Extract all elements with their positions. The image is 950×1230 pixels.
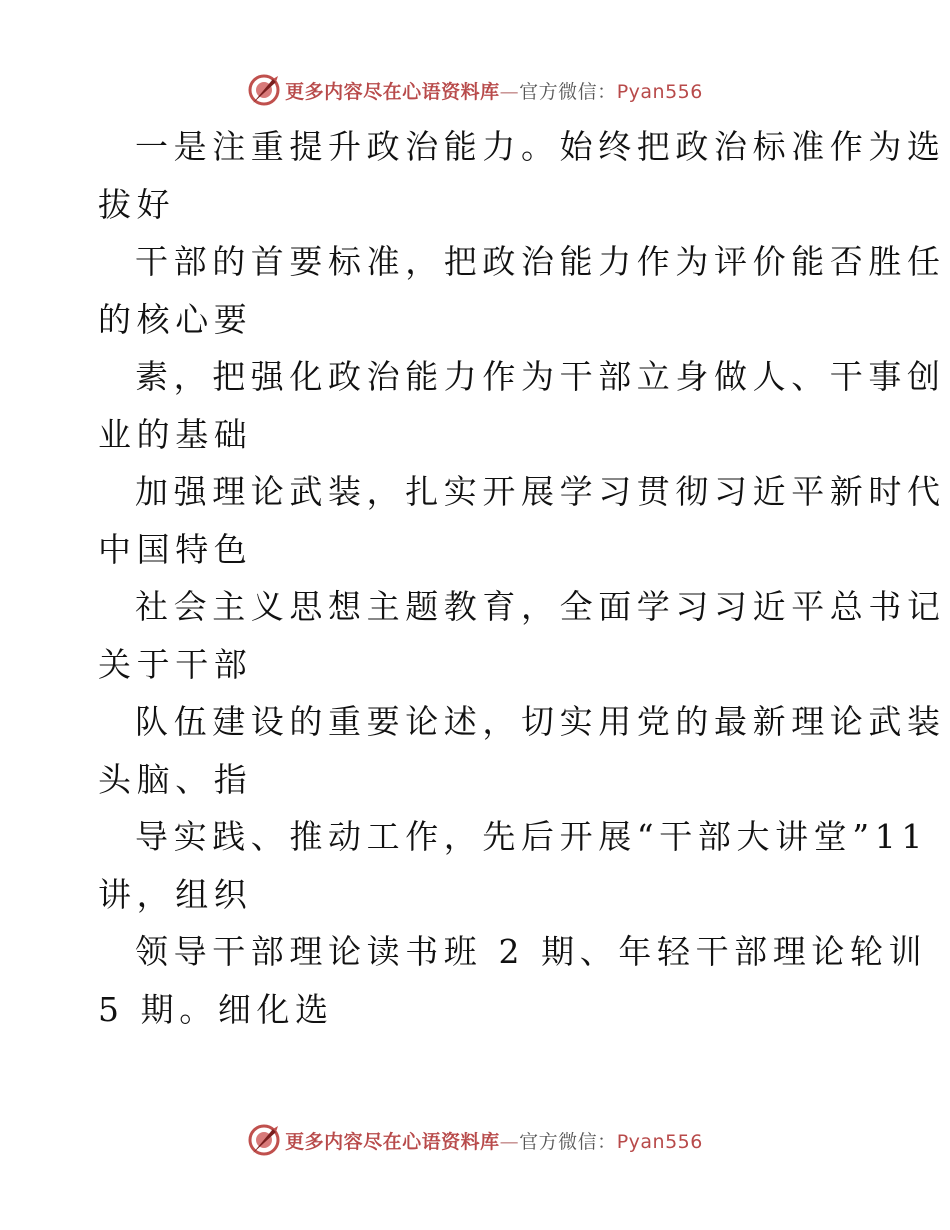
document-body: [98, 118, 946, 1038]
line-second: 头脑、指: [98, 759, 253, 799]
line-second: 的核心要: [98, 299, 253, 339]
line-second: 业的基础: [98, 414, 253, 454]
header-library-text: 更多内容尽在心语资料库: [285, 80, 500, 103]
line-first: 干部的首要标准，把政治能力作为评价能否胜任: [135, 242, 946, 281]
line-first: 加强理论武装，扎实开展学习贯彻习近平新时代: [135, 472, 946, 511]
footer-dash: —: [499, 1130, 520, 1153]
footer-wechat-id: Pyan556: [616, 1130, 703, 1153]
paragraph-line: [98, 233, 946, 348]
line-first: 导实践、推动工作，先后开展“干部大讲堂”11: [135, 817, 928, 856]
line-second: 拔好: [98, 184, 176, 224]
footer-library-text: 更多内容尽在心语资料库: [285, 1130, 500, 1153]
header-dash: —: [499, 80, 520, 103]
line-first: 社会主义思想主题教育，全面学习习近平总书记: [135, 587, 946, 626]
line-first: 领导干部理论读书班 2 期、年轻干部理论轮训: [135, 932, 928, 971]
paragraph-line: [98, 693, 946, 808]
footer-wechat-label: 官方微信：: [519, 1130, 617, 1153]
paragraph-line: [98, 463, 946, 578]
line-second: 5 期。细化选: [98, 989, 334, 1029]
line-first: 一是注重提升政治能力。始终把政治标准作为选: [135, 127, 946, 166]
paragraph-line: [98, 118, 946, 233]
header-text: [285, 77, 703, 104]
header-banner: [0, 70, 950, 110]
paragraph-line: [98, 578, 946, 693]
paragraph-line: [98, 808, 928, 923]
line-second: 关于干部: [98, 644, 253, 684]
header-wechat-label: 官方微信：: [519, 80, 617, 103]
line-second: 讲，组织: [98, 874, 253, 914]
paragraph-line: [98, 348, 946, 463]
paragraph-line: [98, 923, 928, 1038]
header-wechat-id: Pyan556: [616, 80, 703, 103]
quill-seal-icon: [247, 1123, 281, 1157]
footer-banner: [0, 1120, 950, 1160]
line-second: 中国特色: [98, 529, 253, 569]
line-first: 队伍建设的重要论述，切实用党的最新理论武装: [135, 702, 946, 741]
quill-seal-icon: [247, 73, 281, 107]
line-first: 素，把强化政治能力作为干部立身做人、干事创: [135, 357, 946, 396]
footer-text: [285, 1127, 703, 1154]
